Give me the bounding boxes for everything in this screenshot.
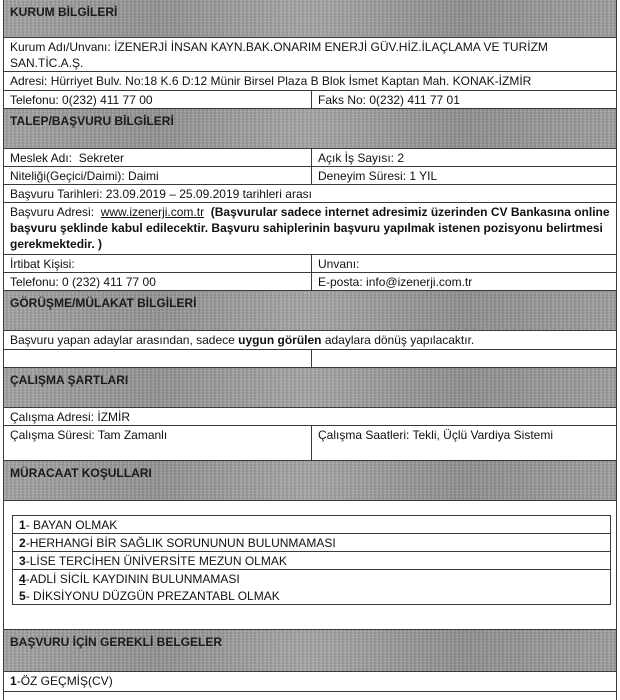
- row-company-name: [4, 38, 616, 72]
- row-contact-phone-email: [4, 273, 616, 291]
- email-link[interactable]: info@izenerji.com.tr: [366, 275, 473, 289]
- requirement-item: 3-LİSE TERCİHEN ÜNİVERSİTE MEZUN OLMAK: [13, 552, 610, 570]
- requirement-number: 2: [19, 536, 26, 550]
- requirement-text: LİSE TERCİHEN ÜNİVERSİTE MEZUN OLMAK: [29, 554, 287, 568]
- requirement-text: HERHANGİ BİR SAĞLIK SORUNUNUN BULUNMAMASI: [29, 536, 336, 550]
- field-label: Adresi:: [10, 74, 48, 88]
- field-label: Telefonu:: [10, 275, 59, 289]
- requirement-text: DİKSİYONU DÜZGÜN PREZANTABL OLMAK: [33, 589, 280, 603]
- row-address: [4, 72, 616, 91]
- field-label: Başvuru Adresi:: [10, 205, 95, 219]
- row-interview-note: [4, 331, 616, 350]
- work-hours-value: Tekli, Üçlü Vardiya Sistemi: [412, 428, 553, 442]
- field-label: Unvanı:: [318, 257, 360, 271]
- section-title: KURUM BİLGİLERİ: [10, 5, 118, 19]
- document-item: 1-ÖZ GEÇMİŞ(CV): [4, 672, 616, 692]
- section-title: MÜRACAAT KOŞULLARI: [10, 466, 152, 480]
- section-header-kurum: [4, 0, 616, 38]
- openings-value: 2: [397, 151, 405, 165]
- field-label: Niteliği(Geçici/Daimi):: [10, 169, 125, 183]
- requirement-item: 1- BAYAN OLMAK: [13, 516, 610, 534]
- document-item-empty: [4, 692, 616, 700]
- requirement-number: 5: [19, 589, 26, 603]
- field-label: E-posta:: [318, 275, 363, 289]
- requirement-text: BAYAN OLMAK: [33, 518, 118, 532]
- section-title: ÇALIŞMA ŞARTLARI: [10, 373, 129, 387]
- field-label: Deneyim Süresi:: [318, 169, 407, 183]
- row-work-duration-hours: [4, 426, 616, 461]
- job-posting-form: [3, 0, 617, 700]
- requirement-item: 4-ADLİ SİCİL KAYDININ BULUNMAMASI: [19, 572, 240, 586]
- interview-text-bold: uygun görülen: [238, 333, 322, 347]
- profession-value: Sekreter: [78, 151, 125, 165]
- work-duration-value: Tam Zamanlı: [97, 428, 168, 442]
- document-number: 1: [10, 674, 17, 688]
- document-text: ÖZ GEÇMİŞ(CV): [20, 674, 113, 688]
- row-empty: [4, 350, 616, 368]
- row-work-address: [4, 408, 616, 426]
- dates-value: 23.09.2019 – 25.09.2019 tarihleri arası: [105, 187, 312, 201]
- row-nature: [4, 167, 616, 185]
- field-label: Çalışma Süresi:: [10, 428, 95, 442]
- apply-note: (Başvurular sadece internet adresimiz üzerinden CV Bankasına online başvuru şeklinde kabul edilecektir. Başvuru sahiplerinin başvuru yapılmak istenen pozisyonu belirtmesi gerekmektedir. ): [10, 205, 610, 251]
- row-contact: [4, 255, 616, 273]
- field-label: Açık İş Sayısı:: [318, 151, 395, 165]
- field-label: İrtibat Kişisi:: [10, 257, 75, 271]
- experience-value: 1 YIL: [409, 169, 438, 183]
- section-header-muracaat: [4, 461, 616, 501]
- requirement-number: 4: [19, 572, 26, 586]
- section-header-calisma: [4, 368, 616, 408]
- field-label: Başvuru Tarihleri:: [10, 187, 103, 201]
- field-label: Telefonu:: [10, 93, 59, 107]
- field-label: Çalışma Saatleri:: [318, 428, 410, 442]
- row-apply-address: [4, 203, 616, 255]
- interview-text-after: adaylara dönüş yapılacaktır.: [324, 333, 475, 347]
- requirement-item: 2-HERHANGİ BİR SAĞLIK SORUNUNUN BULUNMAMASI: [13, 534, 610, 552]
- field-label: Çalışma Adresi:: [10, 410, 95, 424]
- field-label: Kurum Adı/Unvanı:: [10, 40, 111, 54]
- requirement-number: 3: [19, 554, 26, 568]
- phone-value: 0(232) 411 77 00: [62, 93, 153, 107]
- address-value: Hürriyet Bulv. No:18 K.6 D:12 Münir Birsel Plaza B Blok İsmet Kaptan Mah. KONAK-İZMİR: [50, 74, 532, 88]
- contact-phone-value: 0 (232) 411 77 00: [62, 275, 156, 289]
- section-title: TALEP/BAŞVURU BİLGİLERİ: [10, 114, 174, 128]
- interview-text-before: Başvuru yapan adaylar arasından, sadece: [10, 333, 235, 347]
- requirement-text: ADLİ SİCİL KAYDININ BULUNMAMASI: [29, 572, 240, 586]
- apply-url-link[interactable]: www.izenerji.com.tr: [100, 205, 205, 219]
- section-title: BAŞVURU İÇİN GEREKLİ BELGELER: [10, 635, 223, 649]
- field-label: Meslek Adı:: [10, 151, 73, 165]
- section-title: GÖRÜŞME/MÜLAKAT BİLGİLERİ: [10, 296, 197, 310]
- requirement-number: 1: [19, 518, 26, 532]
- requirement-item: 5- DİKSİYONU DÜZGÜN PREZANTABL OLMAK: [19, 589, 280, 603]
- nature-value: Daimi: [128, 169, 159, 183]
- company-name-value: İZENERJİ İNSAN KAYN.BAK.ONARIM ENERJİ GÜV.HİZ.İLAÇLAMA VE TURİZM SAN.TİC.A.Ş.: [10, 40, 548, 70]
- requirements-list: [12, 515, 611, 605]
- row-phone-fax: [4, 91, 616, 109]
- field-label: Faks No:: [318, 93, 367, 107]
- work-address-value: İZMİR: [97, 410, 131, 424]
- section-header-gorusme: [4, 291, 616, 331]
- row-dates: [4, 185, 616, 203]
- fax-value: 0(232) 411 77 01: [369, 93, 460, 107]
- row-profession: [4, 149, 616, 167]
- section-header-talep: [4, 109, 616, 149]
- requirements-container: [4, 515, 616, 629]
- section-header-belgeler: [4, 629, 616, 672]
